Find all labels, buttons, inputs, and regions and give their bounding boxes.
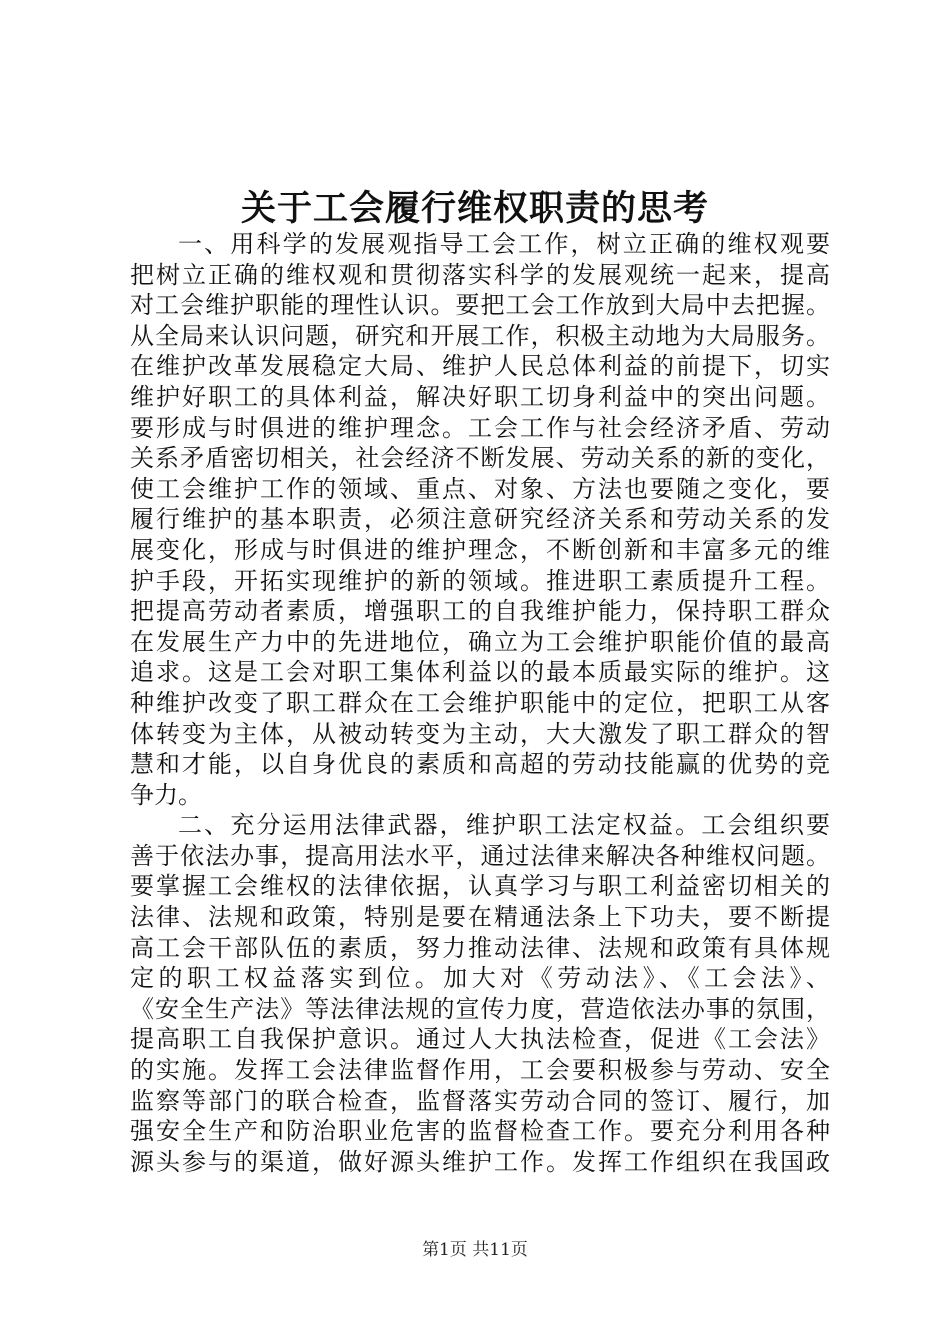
paragraph-line: 追求。这是工会对职工集体利益以的最本质最实际的维护。这 [130, 658, 830, 687]
paragraph-line: 监察等部门的联合检查，监督落实劳动合同的签订、履行，加 [130, 1086, 830, 1115]
paragraph-line: 强安全生产和防治职业危害的监督检查工作。要充分利用各种 [130, 1117, 830, 1146]
paragraph-line: 提高职工自我保护意识。通过人大执法检查，促进《工会法》 [130, 1025, 830, 1054]
paragraph-line: 把树立正确的维权观和贯彻落实科学的发展观统一起来，提高 [130, 260, 830, 289]
paragraph-line: 关系矛盾密切相关，社会经济不断发展、劳动关系的新的变化， [130, 444, 830, 473]
paragraph-line: 的实施。发挥工会法律监督作用，工会要积极参与劳动、安全 [130, 1056, 830, 1085]
paragraph-line: 法律、法规和政策，特别是要在精通法条上下功夫，要不断提 [130, 903, 830, 932]
document-title: 关于工会履行维权职责的思考 [240, 188, 709, 229]
paragraph-line: 善于依法办事，提高用法水平，通过法律来解决各种维权问题。 [130, 841, 830, 870]
paragraph-line: 履行维护的基本职责，必须注意研究经济关系和劳动关系的发 [130, 505, 830, 534]
paragraph-2 [130, 810, 830, 1177]
paragraph-line: 从全局来认识问题，研究和开展工作，积极主动地为大局服务。 [130, 321, 830, 350]
paragraph-line: 要掌握工会维权的法律依据，认真学习与职工利益密切相关的 [130, 872, 830, 901]
paragraph-line: 高工会干部队伍的素质，努力推动法律、法规和政策有具体规 [130, 933, 830, 962]
document-body [130, 229, 830, 1177]
paragraph-line: 种维护改变了职工群众在工会维护职能中的定位，把职工从客 [130, 688, 830, 717]
paragraph-line: 使工会维护工作的领域、重点、对象、方法也要随之变化，要 [130, 474, 830, 503]
paragraph-line: 慧和才能，以自身优良的素质和高超的劳动技能赢的优势的竞 [130, 750, 830, 779]
paragraph-line: 一、用科学的发展观指导工会工作，树立正确的维权观要 [178, 230, 830, 258]
paragraph-line: 《安全生产法》等法律法规的宣传力度，营造依法办事的氛围， [130, 994, 830, 1023]
paragraph-line: 二、充分运用法律武器，维护职工法定权益。工会组织要 [178, 811, 830, 840]
paragraph-line: 争力。 [130, 780, 202, 809]
paragraph-line: 在维护改革发展稳定大局、维护人民总体利益的前提下，切实 [130, 352, 830, 381]
paragraph-line: 护手段，开拓实现维护的新的领域。推进职工素质提升工程。 [130, 566, 830, 595]
paragraph-line: 维护好职工的具体利益，解决好职工切身利益中的突出问题。 [130, 382, 830, 411]
paragraph-1 [130, 229, 830, 810]
paragraph-line: 在发展生产力中的先进地位，确立为工会维护职能价值的最高 [130, 627, 830, 656]
paragraph-line: 要形成与时俱进的维护理念。工会工作与社会经济矛盾、劳动 [130, 413, 830, 442]
paragraph-line: 对工会维护职能的理性认识。要把工会工作放到大局中去把握。 [130, 291, 830, 320]
paragraph-line: 展变化，形成与时俱进的维护理念，不断创新和丰富多元的维 [130, 535, 830, 564]
paragraph-line: 体转变为主体，从被动转变为主动，大大激发了职工群众的智 [130, 719, 830, 748]
page-number-footer: 第1页 共11页 [422, 1240, 528, 1260]
paragraph-line: 定的职工权益落实到位。加大对《劳动法》、《工会法》、 [130, 964, 830, 993]
paragraph-line: 把提高劳动者素质，增强职工的自我维护能力，保持职工群众 [130, 597, 830, 626]
paragraph-line: 源头参与的渠道，做好源头维护工作。发挥工作组织在我国政 [130, 1147, 830, 1176]
